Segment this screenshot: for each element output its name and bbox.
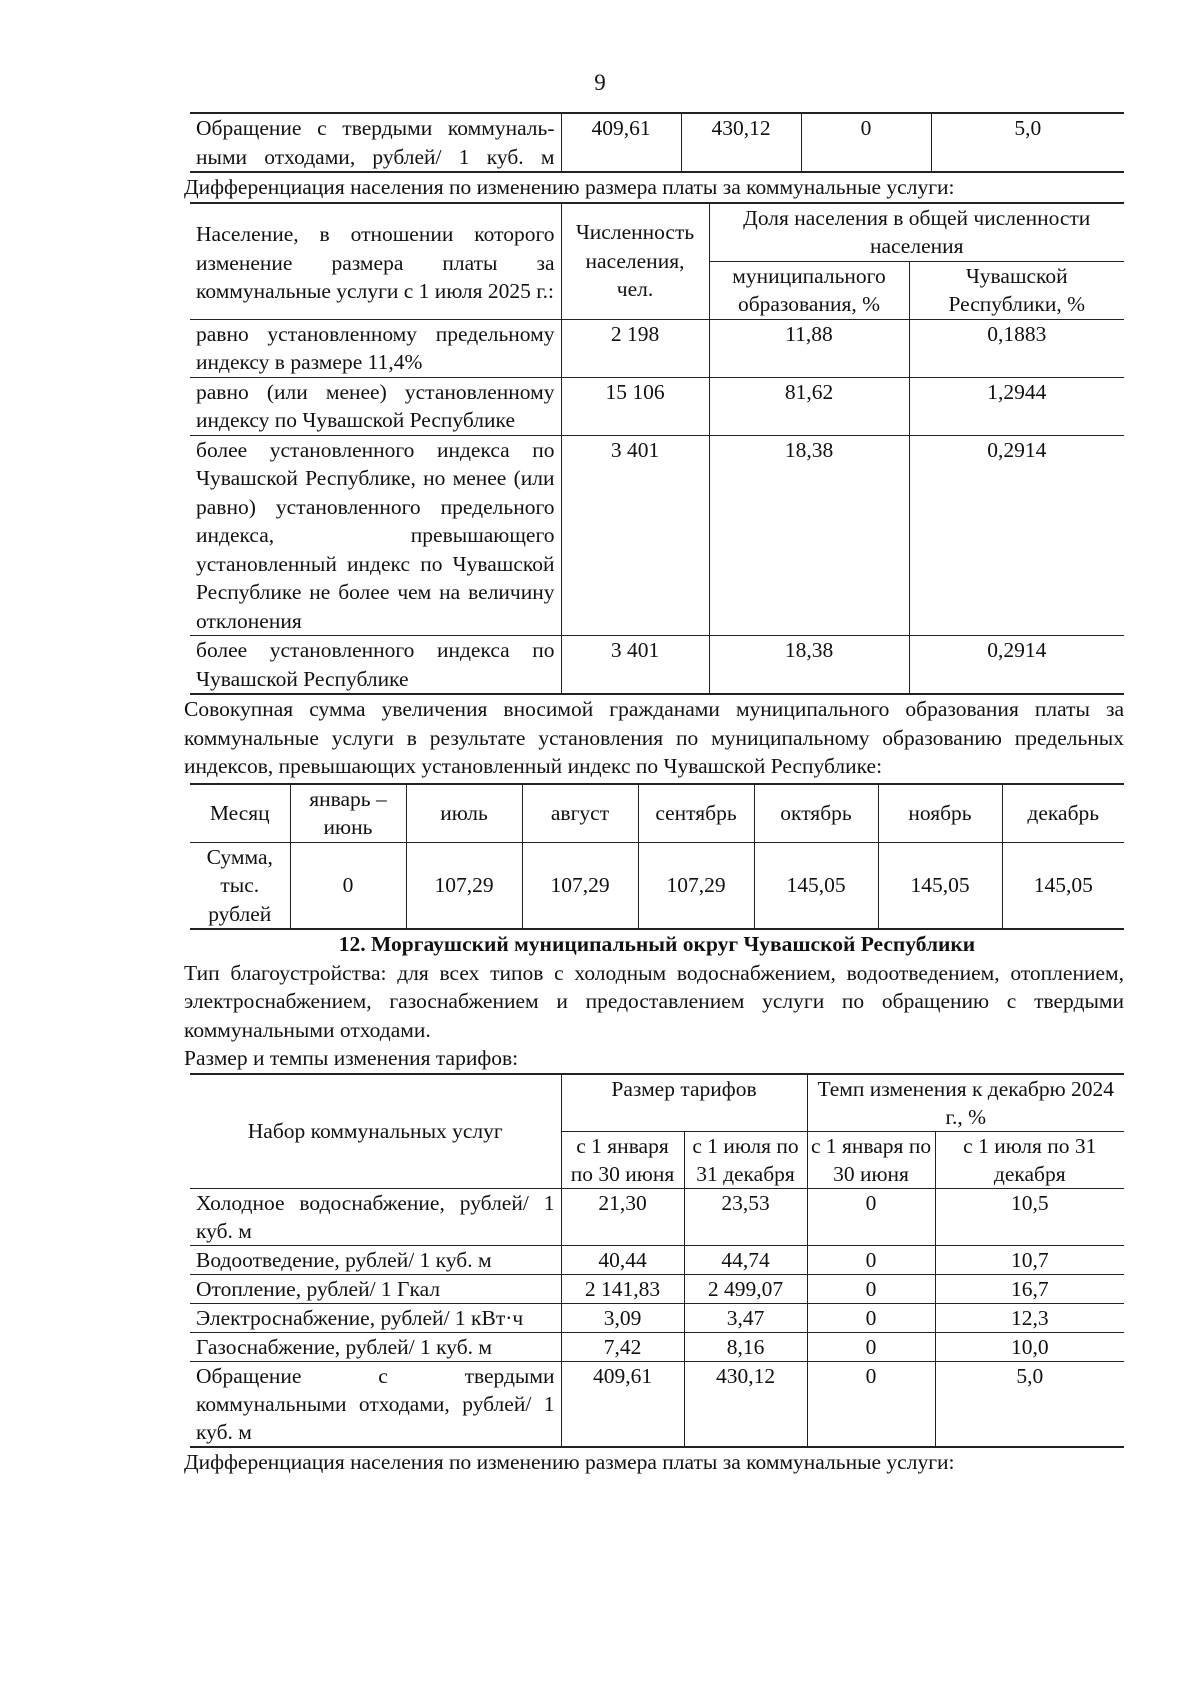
row-label: равно (или менее) установленному индексу по Чувашской Республике xyxy=(190,377,561,435)
header-sum: Сумма, тыс. рублей xyxy=(190,842,290,929)
table-header-row xyxy=(190,784,1124,843)
service-name: Обращение с твердыми коммуналь- ными отходами, рублей/ 1 куб. м xyxy=(190,113,561,172)
sum-value: 145,05 xyxy=(878,842,1002,929)
service-name: Электроснабжение, рублей/ 1 кВт·ч xyxy=(190,1303,561,1332)
table-row xyxy=(190,636,1124,695)
tariff-value: 21,30 xyxy=(561,1188,684,1245)
table-row xyxy=(190,1274,1124,1303)
row-label: равно установленному предельному индексу в размере 11,4% xyxy=(190,319,561,377)
header-jan: с 1 января по 30 июня xyxy=(561,1131,684,1188)
tariff-value: 430,12 xyxy=(681,113,801,172)
table-row xyxy=(190,1188,1124,1245)
service-name: Водоотведение, рублей/ 1 куб. м xyxy=(190,1245,561,1274)
tariff-value: 44,74 xyxy=(684,1245,807,1274)
row-municipal: 81,62 xyxy=(709,377,909,435)
table-row xyxy=(190,435,1124,636)
row-republic: 1,2944 xyxy=(909,377,1124,435)
row-republic: 0,2914 xyxy=(909,435,1124,636)
service-name: Газоснабжение, рублей/ 1 куб. м xyxy=(190,1332,561,1361)
month-label: декабрь xyxy=(1002,784,1124,843)
tariff-value: 409,61 xyxy=(561,1361,684,1447)
tariff-value: 40,44 xyxy=(561,1245,684,1274)
sum-value: 107,29 xyxy=(406,842,522,929)
tariff-value: 3,47 xyxy=(684,1303,807,1332)
table-row xyxy=(190,377,1124,435)
tariff-value: 2 141,83 xyxy=(561,1274,684,1303)
sum-value: 145,05 xyxy=(754,842,878,929)
rate-value: 16,7 xyxy=(935,1274,1124,1303)
diff-title: Дифференциация населения по изменению размера платы за коммунальные услуги: xyxy=(184,1449,955,1474)
service-name: Отопление, рублей/ 1 Гкал xyxy=(190,1274,561,1303)
month-label: август xyxy=(522,784,638,843)
table-row xyxy=(190,319,1124,377)
row-municipal: 11,88 xyxy=(709,319,909,377)
month-label: сентябрь xyxy=(638,784,754,843)
header-services: Набор коммунальных услуг xyxy=(190,1074,561,1189)
tariffs-title: Размер и темпы изменения тарифов: xyxy=(184,1046,519,1070)
section-heading: 12. Моргаушский муниципальный округ Чувашской Республики xyxy=(338,932,976,956)
table-row xyxy=(190,113,1124,172)
rate-value: 0 xyxy=(807,1332,935,1361)
tariff-value: 7,42 xyxy=(561,1332,684,1361)
table-row xyxy=(190,1303,1124,1332)
tariff-value: 2 499,07 xyxy=(684,1274,807,1303)
tariff-value: 23,53 xyxy=(684,1188,807,1245)
rate-value: 0 xyxy=(807,1245,935,1274)
sum-paragraph: Совокупная сумма увеличения вносимой гражданами муниципального образования платы за коммунальные услуги в результате установления по муниципальному образованию предельных индексов, превышающих установленный индекс по Чувашской Республике: xyxy=(184,697,1124,778)
table-row xyxy=(190,1361,1124,1447)
header-municipal: муниципального образования, % xyxy=(709,261,909,319)
month-label: июль xyxy=(406,784,522,843)
rate-value: 0 xyxy=(807,1274,935,1303)
monthly-sum-table xyxy=(190,783,1124,931)
header-population: Население, в отношении которого изменение размера платы за коммунальные услуги с 1 июля 2025 г.: xyxy=(190,203,561,320)
rate-value: 5,0 xyxy=(931,113,1124,172)
tariff-value: 409,61 xyxy=(561,113,681,172)
row-municipal: 18,38 xyxy=(709,636,909,695)
row-label: более установленного индекса по Чувашской Республике xyxy=(190,636,561,695)
row-count: 3 401 xyxy=(561,435,709,636)
tariff-value: 8,16 xyxy=(684,1332,807,1361)
tariff-table xyxy=(190,1073,1124,1448)
improvement-type: Тип благоустройства: для всех типов с холодным водоснабжением, водоотведением, отоплением, электроснабжением, газоснабжением и предоставлением услуги по обращению с твердыми коммунальными отходами. xyxy=(184,960,1124,1042)
header-rate: Темп изменения к декабрю 2024 г., % xyxy=(807,1074,1124,1132)
sum-value: 107,29 xyxy=(522,842,638,929)
header-republic: Чувашской Республики, % xyxy=(909,261,1124,319)
table-header-row xyxy=(190,1074,1124,1132)
table-header-row xyxy=(190,203,1124,262)
header-jul: с 1 июля по 31 декабря xyxy=(935,1131,1124,1188)
table-row xyxy=(190,842,1124,929)
month-label: ноябрь xyxy=(878,784,1002,843)
diff-title: Дифференциация населения по изменению размера платы за коммунальные услуги: xyxy=(184,175,955,199)
tariff-value: 430,12 xyxy=(684,1361,807,1447)
row-count: 15 106 xyxy=(561,377,709,435)
table-row xyxy=(190,1245,1124,1274)
rate-value: 12,3 xyxy=(935,1303,1124,1332)
population-diff-table xyxy=(190,202,1124,696)
rate-value: 10,7 xyxy=(935,1245,1124,1274)
row-count: 3 401 xyxy=(561,636,709,695)
sum-value: 0 xyxy=(290,842,406,929)
month-label: октябрь xyxy=(754,784,878,843)
table-row xyxy=(190,1332,1124,1361)
header-size: Размер тарифов xyxy=(561,1074,807,1132)
rate-value: 5,0 xyxy=(935,1361,1124,1447)
rate-value: 0 xyxy=(801,113,931,172)
sum-value: 107,29 xyxy=(638,842,754,929)
tariff-value: 3,09 xyxy=(561,1303,684,1332)
service-name: Холодное водоснабжение, рублей/ 1 куб. м xyxy=(190,1188,561,1245)
document-body xyxy=(184,112,1124,1476)
service-name: Обращение с твердыми коммунальными отходами, рублей/ 1 куб. м xyxy=(190,1361,561,1447)
row-republic: 0,2914 xyxy=(909,636,1124,695)
header-share: Доля населения в общей численности населения xyxy=(709,203,1124,262)
row-count: 2 198 xyxy=(561,319,709,377)
row-label: более установленного индекса по Чувашской Республике, но менее (или равно) установленного предельного индекса, превышающего установленный индекс по Чувашской Республике не более чем на величину отклонения xyxy=(190,435,561,636)
sum-value: 145,05 xyxy=(1002,842,1124,929)
rate-value: 0 xyxy=(807,1188,935,1245)
row-republic: 0,1883 xyxy=(909,319,1124,377)
row-municipal: 18,38 xyxy=(709,435,909,636)
rate-value: 0 xyxy=(807,1303,935,1332)
rate-value: 0 xyxy=(807,1361,935,1447)
header-count: Численность населения, чел. xyxy=(561,203,709,320)
rate-value: 10,5 xyxy=(935,1188,1124,1245)
page-number: 9 xyxy=(594,70,606,95)
month-label: январь – июнь xyxy=(290,784,406,843)
header-jul: с 1 июля по 31 декабря xyxy=(684,1131,807,1188)
tariff-table-continuation xyxy=(190,112,1124,173)
rate-value: 10,0 xyxy=(935,1332,1124,1361)
header-jan: с 1 января по 30 июня xyxy=(807,1131,935,1188)
header-month: Месяц xyxy=(190,784,290,843)
